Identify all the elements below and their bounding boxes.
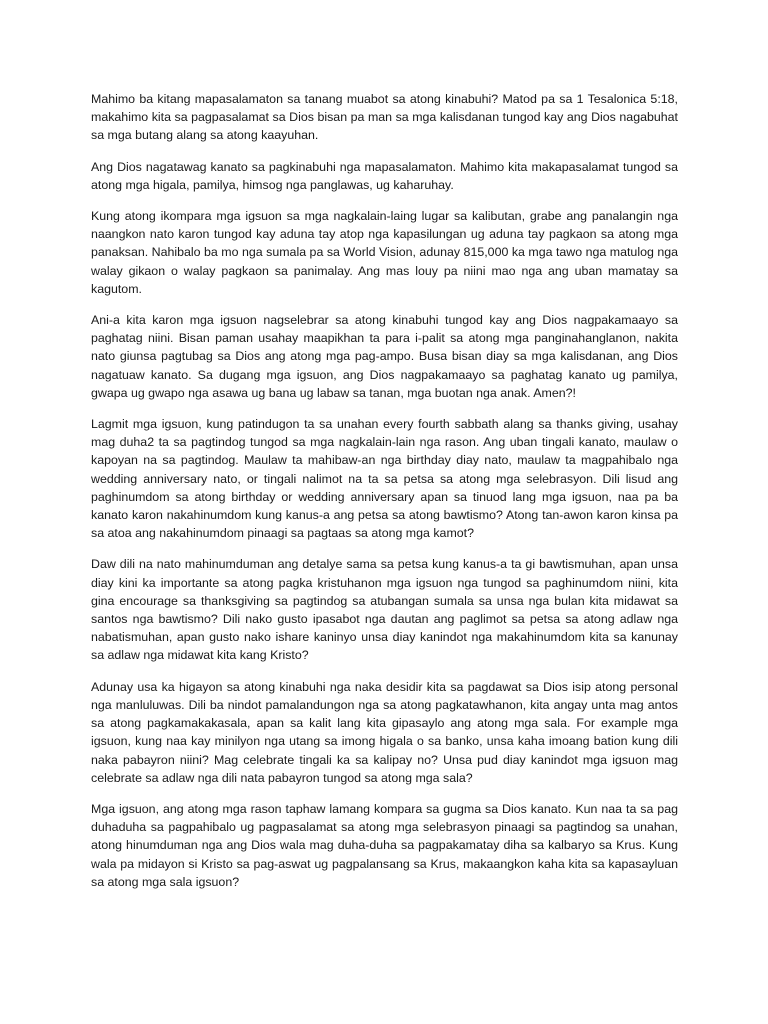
paragraph-3: Kung atong ikompara mga igsuon sa mga nagkalain-laing lugar sa kalibutan, grabe ang panalangin nga naangkon nato karon tungod kay aduna tay atop nga kapasilungan ug aduna tay pagkaon sa atong mga panaksan. Nahibalo ba mo nga sumala pa sa World Vision, adunay 815,000 ka mga tawo nga matulog nga walay gikaon o walay pagkaon sa panimalay. Ang mas louy pa niini mao nga ang uban mamatay sa kagutom. xyxy=(91,209,678,296)
paragraph-4: Ani-a kita karon mga igsuon nagselebrar sa atong kinabuhi tungod kay ang Dios nagpakamaayo sa paghatag niini. Bisan paman usahay maapikhan ta para i-palit sa atong mga panginahanglanon, nakita nato giunsa pagtubag sa Dios ang atong mga pag-ampo. Busa bisan diay sa mga kalisdanan, ang Dios nagatuaw kanato. Sa dugang mga igsuon, ang Dios nagpakamaayo sa paghatag kanato ug pamilya, gwapa ug gwapo nga asawa ug bana ug labaw sa tanan, mga buotan nga anak. Amen?! xyxy=(91,313,678,400)
paragraph-8: Mga igsuon, ang atong mga rason taphaw lamang kompara sa gugma sa Dios kanato. Kun naa ta sa pag duhaduha sa pagpahibalo ug pagpasalamat sa atong mga selebrasyon pinaagi sa pagtindog sa unahan, atong hinumduman nga ang Dios wala mag duha-duha sa pagpakamatay diha sa kalbaryo sa Krus. Kung wala pa midayon si Kristo sa pag-aswat ug pagpalansang sa Krus, makaangkon kaha kita sa kapasayluan sa atong mga sala igsuon? xyxy=(91,801,678,889)
paragraph-6: Daw dili na nato mahinumduman ang detalye sama sa petsa kung kanus-a ta gi bawtismuhan, apan unsa diay kini ka importante sa atong pagka kristuhanon mga igsuon nga tungod sa paghinumdom niini, kita gina encourage sa thanksgiving sa pagtindog sa atubangan sumala sa unsa nga bulan kita midawat sa santos nga bawtismo? Dili nako gusto ipasabot nga dautan ang paglimot sa petsa sa atong adlaw nga nabatismuhan, apan gusto nako ishare kaninyo unsa diay kanindot nga makahinumdom kita sa kanunay sa adlaw nga midawat kita kang Kristo? xyxy=(91,557,678,663)
paragraph-2: Ang Dios nagatawag kanato sa pagkinabuhi nga mapasalamaton. Mahimo kita makapasalamat tungod sa atong mga higala, pamilya, himsog nga panglawas, ug kaharuhay. xyxy=(91,159,678,192)
document-body xyxy=(91,90,678,904)
paragraph-1: Mahimo ba kitang mapasalamaton sa tanang muabot sa atong kinabuhi? Matod pa sa 1 Tesalonica 5:18, makahimo kita sa pagpasalamat sa Dios bisan pa man sa mga kalisdanan tungod kay ang Dios nagabuhat sa mga butang alang sa atong kaayuhan. xyxy=(91,92,678,143)
paragraph-7: Adunay usa ka higayon sa atong kinabuhi nga naka desidir kita sa pagdawat sa Dios isip atong personal nga manluluwas. Dili ba nindot pamalandungon nga sa atong pagkatawhanon, kita angay unta mag antos sa atong pagkamakakasala, apan sa kalit lang kita gipasaylo ang atong mga sala. For example mga igsuon, kung naa kay minilyon nga utang sa imong higala o sa banko, unsa kaha imoang bation kung dili naka pabayron niini? Mag celebrate tingali ka sa kalipay no? Unsa pud diay kanindot mga igsuon mag celebrate sa adlaw nga dili nata pabayron tungod sa atong mga sala? xyxy=(91,679,678,785)
paragraph-5: Lagmit mga igsuon, kung patindugon ta sa unahan every fourth sabbath alang sa thanks giving, usahay mag duha2 ta sa pagtindog tungod sa mga nagkalain-lain nga rason. Ang uban tingali kanato, maulaw o kapoyan na sa pagtindog. Maulaw ta mahibaw-an nga birthday diay nato, maulaw ta magpahibalo nga wedding anniversary nato, or tingali nalimot na ta sa petsa sa atong mga selebrasyon. Dili lisud ang paghinumdom sa atong birthday or wedding anniversary apan sa tinuod lang mga igsuon, naa pa ba kanato karon nakahinumdom kung kanus-a ang petsa sa atong bawtismo? Atong tan-awon karon kinsa pa sa atoa ang nakahinumdom pinaagi sa pagtaas sa atong mga kamot? xyxy=(91,417,678,541)
